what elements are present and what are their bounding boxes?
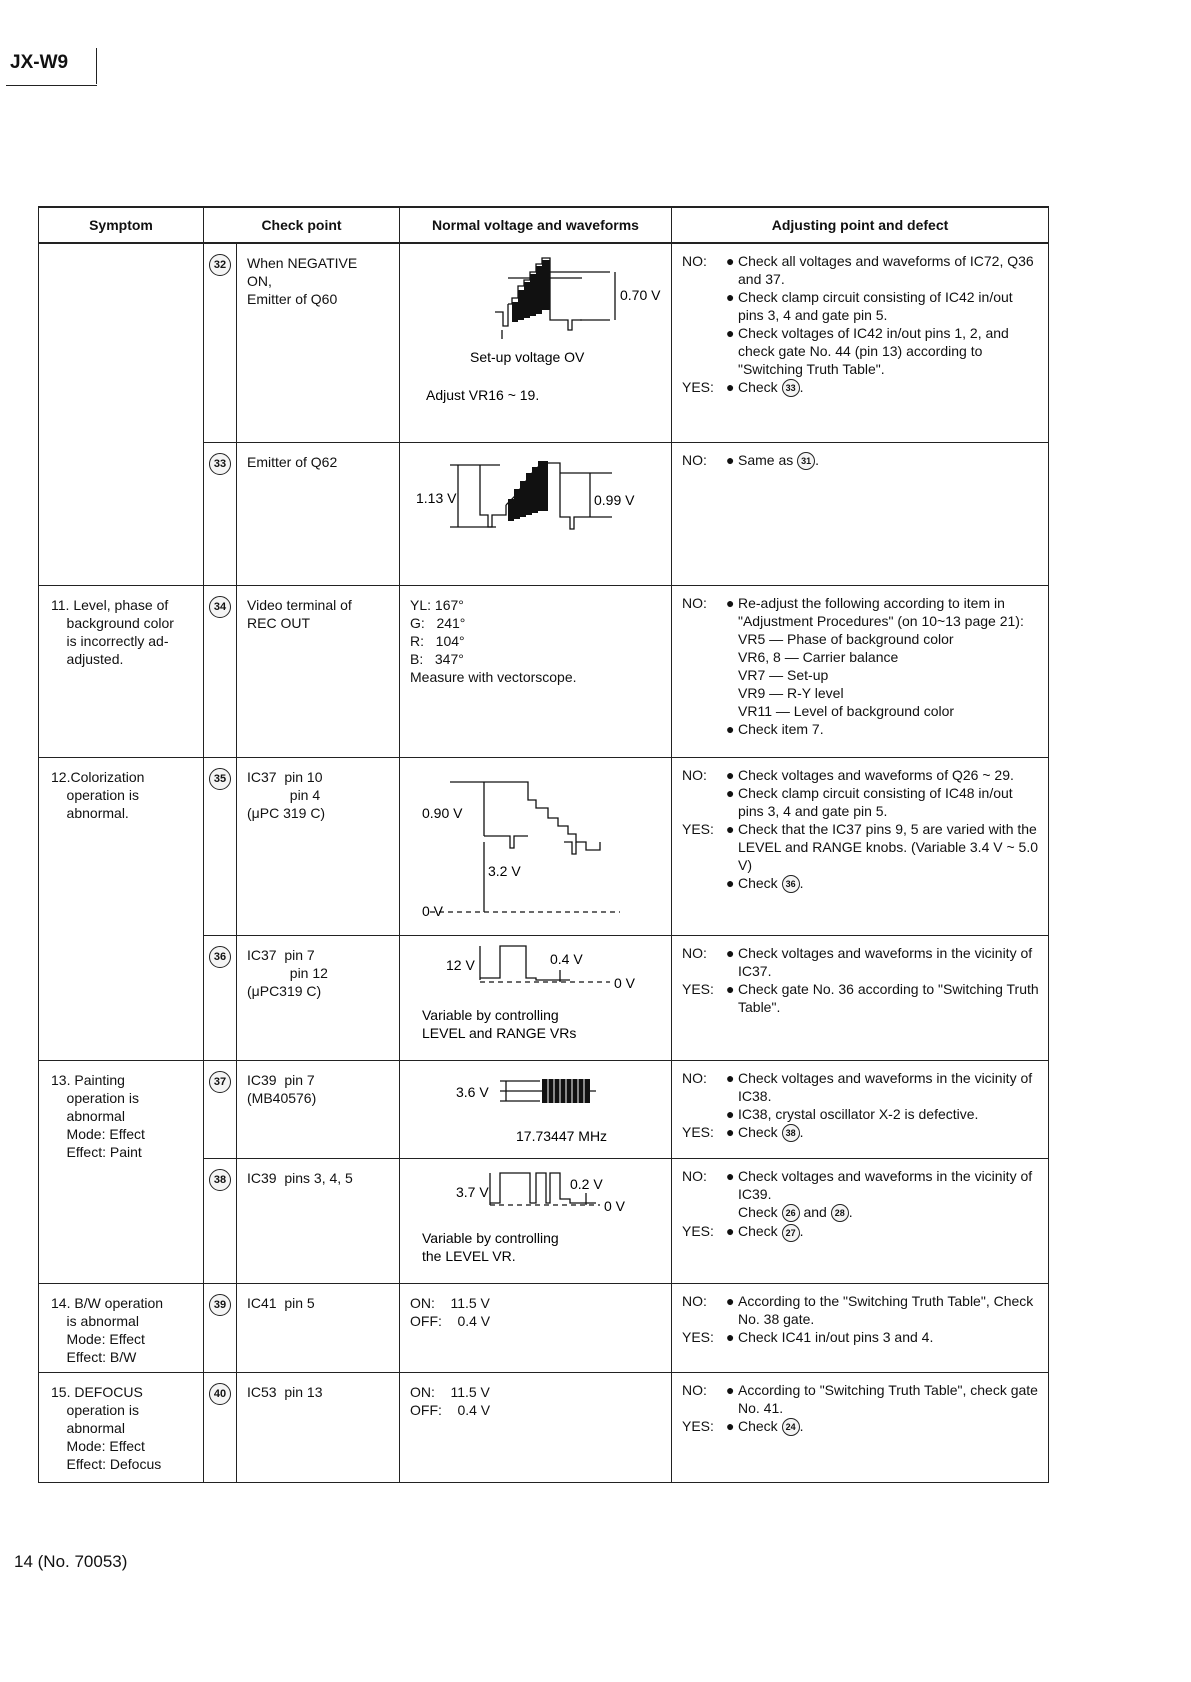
symptom-text: 14. B/W operation is abnormal Mode: Effect Effect: B/W <box>39 1284 204 1373</box>
waveform-cell <box>400 1159 672 1284</box>
troubleshooting-table <box>38 206 1049 1483</box>
adjust-cell: NO: ● According to the "Switching Truth Table", Check No. 38 gate. YES: ● Check IC41 in/out pins 3 and 4. <box>672 1284 1049 1373</box>
check-number: 34 <box>204 586 237 758</box>
adjust-cell: NO: ● Check voltages and waveforms of Q26 ~ 29. ● Check clamp circuit consisting of IC48 in/out pins 3, 4 and gate pin 5. YES: ● Check that the IC37 pins 9, 5 are varied with the LEVEL and RANGE knobs. (Variable 3.4 V ~ 5.0 V) ● Check 36 . <box>672 758 1049 936</box>
header-adjusting-point: Adjusting point and defect <box>672 207 1049 243</box>
header-symptom: Symptom <box>39 207 204 243</box>
adjust-cell: NO: ● Same as 31 . <box>672 443 1049 586</box>
symptom-text: 12.Colorization operation is abnormal. <box>39 758 204 1061</box>
check-number: 37 <box>204 1061 237 1159</box>
symptom-text: 13. Painting operation is abnormal Mode: Effect Effect: Paint <box>39 1061 204 1284</box>
table-row <box>39 586 1049 758</box>
check-point-text: Video terminal of REC OUT <box>237 586 400 758</box>
waveform-caption: Set-up voltage OV <box>470 349 585 365</box>
table-row <box>39 1373 1049 1483</box>
table-header-row <box>39 207 1049 243</box>
waveform-ic37-pin10 <box>400 758 672 931</box>
check-point-text: IC41 pin 5 <box>237 1284 400 1373</box>
check-number: 35 <box>204 758 237 936</box>
waveform-cell <box>400 936 672 1061</box>
normal-value-text: ON: 11.5 V OFF: 0.4 V <box>400 1373 672 1483</box>
voltage-label: 1.13 V <box>416 490 457 506</box>
voltage-label: 0.90 V <box>422 805 463 821</box>
normal-value-text: YL: 167° G: 241° R: 104° B: 347° Measure with vectorscope. <box>400 586 672 758</box>
waveform-q62 <box>400 443 672 581</box>
voltage-label: 12 V <box>446 957 475 973</box>
adjust-cell: NO: ● Check voltages and waveforms in the vicinity of IC38. ● IC38, crystal oscillator X-2 is defective. YES: ● Check 38 . <box>672 1061 1049 1159</box>
voltage-label: 3.7 V <box>456 1184 489 1200</box>
waveform-ic39-pin7 <box>400 1061 672 1154</box>
waveform-cell <box>400 758 672 936</box>
check-number: 32 <box>204 243 237 443</box>
page-number: 14 (No. 70053) <box>14 1552 128 1571</box>
model-rule-vertical <box>96 48 97 84</box>
waveform-caption: Variable by controlling <box>422 1007 559 1023</box>
waveform-caption: the LEVEL VR. <box>422 1248 516 1264</box>
waveform-ic39-pins <box>400 1159 672 1279</box>
voltage-label: 0.2 V <box>570 1176 603 1192</box>
symptom-cell-empty <box>39 243 204 586</box>
waveform-caption: Adjust VR16 ~ 19. <box>426 387 540 403</box>
header-check-point: Check point <box>204 207 400 243</box>
header-normal-voltage: Normal voltage and waveforms <box>400 207 672 243</box>
table-row <box>39 758 1049 936</box>
voltage-label: 0.99 V <box>594 492 635 508</box>
voltage-label: 0.70 V <box>620 287 661 303</box>
model-rule-horizontal <box>6 85 97 86</box>
normal-value-text: ON: 11.5 V OFF: 0.4 V <box>400 1284 672 1373</box>
check-number: 36 <box>204 936 237 1061</box>
voltage-label: 3.6 V <box>456 1084 489 1100</box>
check-number: 38 <box>204 1159 237 1284</box>
check-point-text: IC37 pin 7 pin 12 (μPC319 C) <box>237 936 400 1061</box>
adjust-cell: NO: ● According to "Switching Truth Table", check gate No. 41. YES: ● Check 24 . <box>672 1373 1049 1483</box>
check-number: 33 <box>204 443 237 586</box>
waveform-cell <box>400 1061 672 1159</box>
check-number: 40 <box>204 1373 237 1483</box>
voltage-label: 0 V <box>422 903 444 919</box>
waveform-q60 <box>400 244 672 438</box>
check-number: 39 <box>204 1284 237 1373</box>
adjust-cell: NO: ● Re-adjust the following according to item in "Adjustment Procedures" (on 10~13 page 21): VR5 — Phase of background color VR6, 8 — Carrier balance VR7 — Set-up VR9 — R-Y level VR11 — Level of background color ● Check item 7. <box>672 586 1049 758</box>
voltage-label: 0 V <box>614 975 636 991</box>
model-label: JX-W9 <box>10 52 69 73</box>
frequency-label: 17.73447 MHz <box>516 1128 608 1144</box>
voltage-label: 0.4 V <box>550 951 583 967</box>
adjust-cell: NO: ● Check voltages and waveforms in the vicinity of IC39. Check 26 and 28 . YES: ● Check 27 . <box>672 1159 1049 1284</box>
waveform-ic37-pin7 <box>400 936 672 1056</box>
check-point-text: IC37 pin 10 pin 4 (μPC 319 C) <box>237 758 400 936</box>
table-row <box>39 1284 1049 1373</box>
table-row <box>39 1061 1049 1159</box>
adjust-cell: NO: ● Check voltages and waveforms in the vicinity of IC37. YES: ● Check gate No. 36 according to "Switching Truth Table". <box>672 936 1049 1061</box>
voltage-label: 0 V <box>604 1198 626 1214</box>
adjust-cell: NO: ● Check all voltages and waveforms of IC72, Q36 and 37. ● Check clamp circuit consisting of IC42 in/out pins 3, 4 and gate pin 5. ● Check voltages of IC42 in/out pins 1, 2, and check gate No. 44 (pin 13) according to "Switching Truth Table". YES: ● Check 33 . <box>672 243 1049 443</box>
check-point-text: When NEGATIVE ON, Emitter of Q60 <box>237 243 400 443</box>
table-row <box>39 243 1049 443</box>
check-point-text: IC53 pin 13 <box>237 1373 400 1483</box>
check-point-text: IC39 pin 7 (MB40576) <box>237 1061 400 1159</box>
waveform-cell <box>400 243 672 443</box>
symptom-text: 11. Level, phase of background color is incorrectly ad- adjusted. <box>39 586 204 758</box>
check-point-text: Emitter of Q62 <box>237 443 400 586</box>
voltage-label: 3.2 V <box>488 863 521 879</box>
waveform-cell <box>400 443 672 586</box>
check-point-text: IC39 pins 3, 4, 5 <box>237 1159 400 1284</box>
symptom-text: 15. DEFOCUS operation is abnormal Mode: Effect Effect: Defocus <box>39 1373 204 1483</box>
waveform-caption: Variable by controlling <box>422 1230 559 1246</box>
waveform-caption: LEVEL and RANGE VRs <box>422 1025 577 1041</box>
